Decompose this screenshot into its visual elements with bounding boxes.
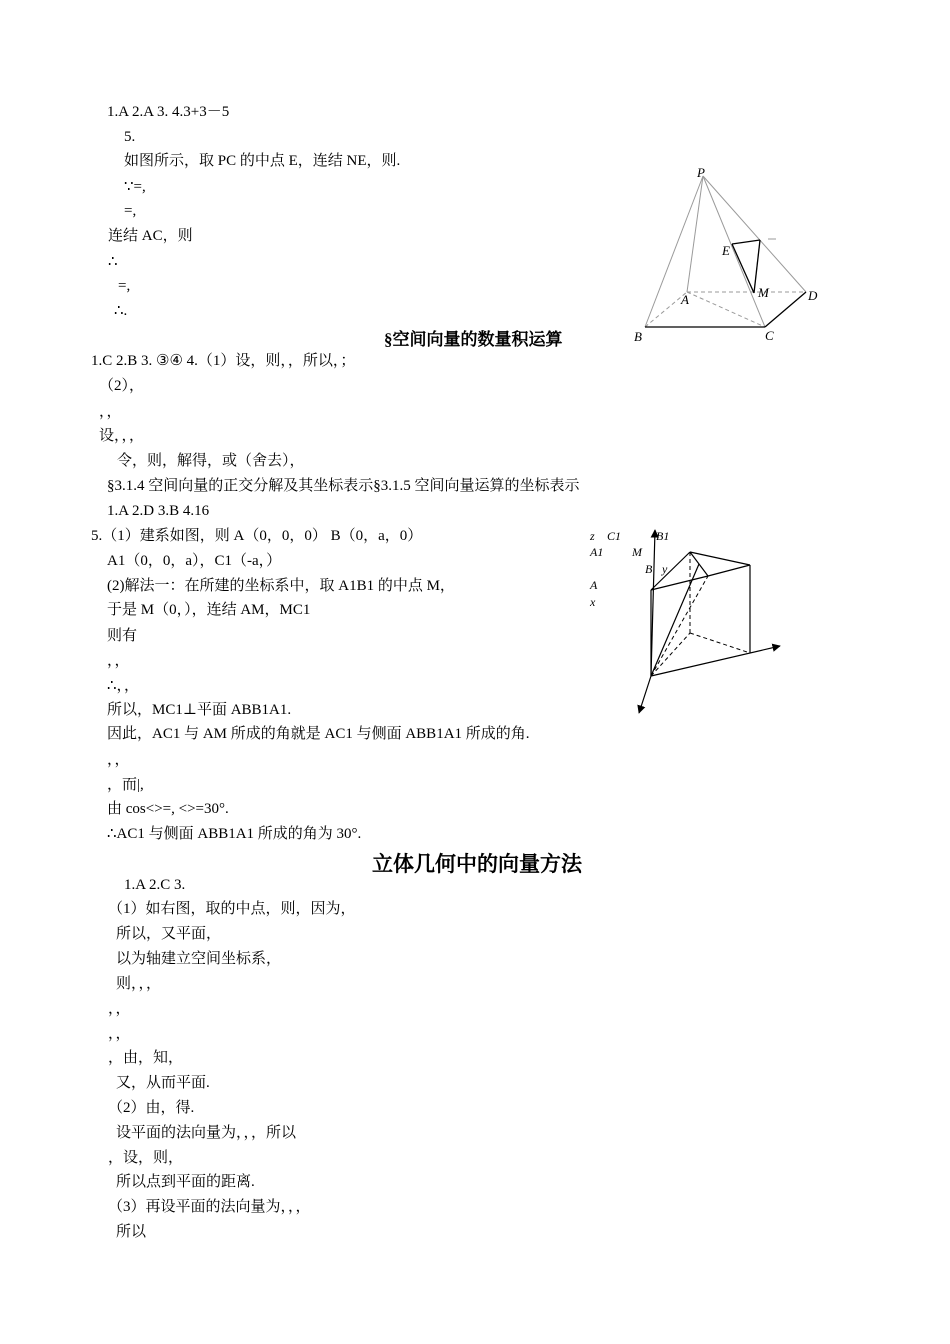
s3-line-9: 因此，AC1 与 AM 所成的角就是 AC1 与侧面 ABB1A1 所成的角.	[107, 726, 530, 742]
s4-line-1: 1.A 2.C 3.	[124, 877, 186, 893]
s4-line-13: 所以点到平面的距离.	[116, 1174, 255, 1190]
section-title-vector-methods: 立体几何中的向量方法	[372, 852, 582, 876]
s1-line-4: ∵=,	[124, 179, 146, 195]
s1-line-5: =,	[124, 203, 137, 219]
s4-line-10: （2）由，得.	[108, 1100, 195, 1116]
s1-line-1: 1.A 2.A 3. 4.3+3－5	[107, 104, 230, 120]
s4-line-8: ，由，知，	[108, 1050, 184, 1066]
s2-line-4: 设，，，	[99, 428, 145, 444]
s3-line-8: 所以，MC1⊥平面 ABB1A1.	[107, 702, 292, 718]
fig2-label-m: M	[632, 545, 642, 559]
fig1-label-c: C	[765, 328, 774, 343]
pyramid-figure	[620, 160, 840, 350]
s4-line-11: 设平面的法向量为，，，所以	[116, 1125, 297, 1141]
s4-line-3: 所以，又平面，	[116, 926, 222, 942]
fig2-label-y: y	[662, 562, 668, 576]
fig1-label-a: A	[681, 292, 689, 307]
fig1-label-m: M	[758, 285, 769, 300]
s4-line-12: ，设，则，	[108, 1150, 184, 1166]
s2-line-1: 1.C 2.B 3. ③④ 4.（1）设，则，，所以，；	[91, 353, 356, 369]
s2-line-2: （2），	[99, 378, 145, 394]
s4-line-2: （1）如右图，取的中点，则，因为，	[108, 901, 356, 917]
s4-line-9: 又，从而平面.	[116, 1075, 210, 1091]
s3-line-13: ∴AC1 与侧面 ABB1A1 所成的角为 30°.	[107, 826, 362, 842]
section-title-dot-product: §空间向量的数量积运算	[384, 330, 563, 349]
s1-line-8: =,	[118, 278, 131, 294]
s2-line-6: §3.1.4 空间向量的正交分解及其坐标表示§3.1.5 空间向量运算的坐标表示	[107, 478, 580, 494]
s3-line-4: 于是 M（0，），连结 AM，MC1	[107, 602, 311, 618]
fig2-label-b1: B1	[656, 529, 670, 543]
s3-line-1: 5.（1）建系如图，则 A（0，0，0） B（0，a，0）	[91, 528, 423, 544]
fig2-label-b: B	[645, 562, 653, 576]
s3-line-7: ∴，，	[107, 678, 140, 694]
fig1-label-p: P	[697, 165, 705, 180]
s3-line-6: ，，	[107, 653, 130, 669]
fig1-label-d: D	[808, 288, 818, 303]
s3-line-10: ，，	[107, 752, 130, 768]
s3-line-11: ，而|,	[107, 777, 144, 793]
s4-line-6: ，，	[108, 1001, 131, 1017]
prism-figure	[620, 520, 795, 720]
s1-line-7: ∴	[108, 254, 118, 270]
s1-line-6: 连结 AC，则	[108, 228, 193, 244]
s4-line-7: ，，	[108, 1026, 131, 1042]
fig2-label-c1: C1	[607, 529, 622, 543]
s4-line-14: （3）再设平面的法向量为，，，	[108, 1199, 311, 1215]
fig2-label-z: z	[590, 529, 595, 543]
s1-line-3: 如图所示，取 PC 的中点 E，连结 NE，则.	[124, 153, 401, 169]
s1-line-9: ∴.	[114, 303, 128, 319]
fig2-label-x: x	[590, 595, 596, 609]
fig1-label-e: E	[722, 243, 730, 258]
s4-line-5: 则，，，	[116, 976, 162, 992]
s3-line-2: A1（0，0，a），C1（-a，）	[107, 553, 282, 569]
s1-line-2: 5.	[124, 129, 136, 145]
s4-line-15: 所以	[116, 1224, 147, 1240]
s3-line-12: 由 cos<>=, <>=30°.	[107, 801, 229, 817]
s3-line-5: 则有	[107, 628, 138, 644]
s2-line-3: ，，	[99, 404, 122, 420]
fig2-label-a: A	[590, 578, 598, 592]
s2-line-7: 1.A 2.D 3.B 4.16	[107, 503, 210, 519]
s4-line-4: 以为轴建立空间坐标系，	[116, 951, 282, 967]
fig2-label-a1: A1	[590, 545, 604, 559]
fig1-label-b: B	[634, 329, 642, 344]
s2-line-5: 令，则，解得，或（舍去），	[117, 453, 305, 469]
s3-line-3: (2)解法一：在所建的坐标系中，取 A1B1 的中点 M，	[107, 578, 455, 594]
